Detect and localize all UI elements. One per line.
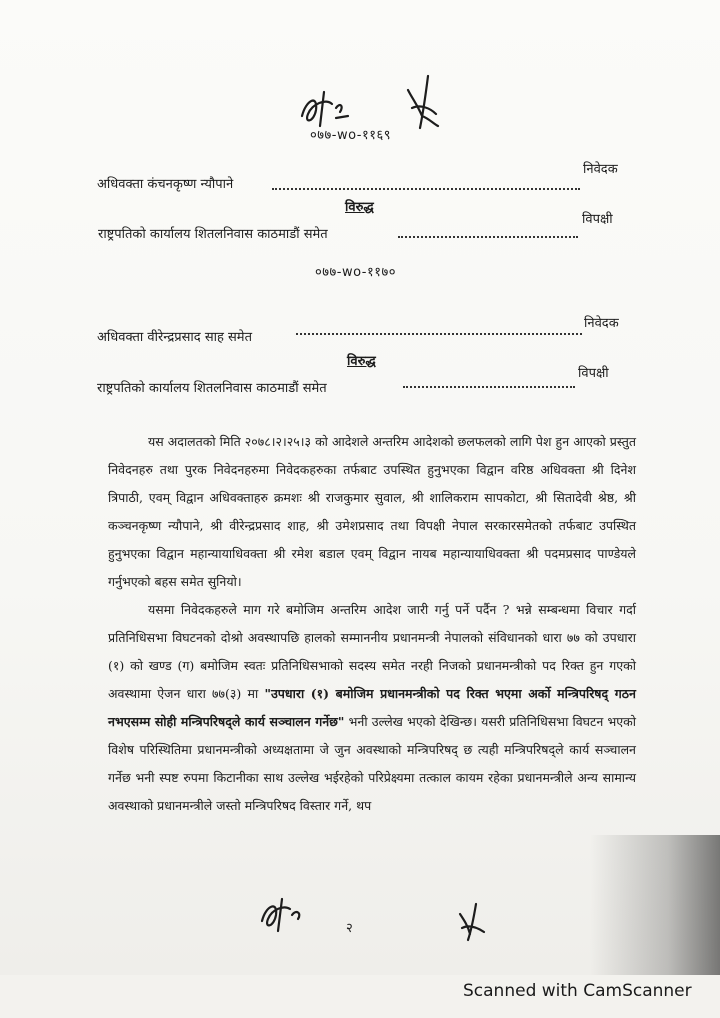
case2-versus: विरुद्ध <box>347 354 376 369</box>
case1-respondent-role: विपक्षी <box>582 212 613 227</box>
paragraph-2-quote: "उपधारा (१) बमोजिम प्रधानमन्त्रीको पद रिक्त भएमा अर्को मन्त्रिपरिषद् गठन नभएसम्म सोही मन्त्रिपरिषद्ले कार्य सञ्चालन गर्नेछ" <box>108 686 636 729</box>
case2-respondent-role: विपक्षी <box>578 366 609 381</box>
case2-petitioner: अधिवक्ता वीरेन्द्रप्रसाद साह समेत <box>97 330 252 345</box>
camscanner-watermark: Scanned with CamScanner <box>463 981 692 1001</box>
dotted-leader <box>398 236 578 238</box>
paragraph-2-intro: यसमा निवेदकहरुले माग गरे बमोजिम अन्तरिम आदेश जारी गर्नु पर्ने पर्दैन ? भन्ने सम्बन्धमा विचार गर्दा प्रतिनिधिसभा विघटनको दोश्रो अवस्थापछि हालको सम्माननीय प्रधानमन्त्री नेपालको संविधानको धारा ७७ को उपधारा (१) को खण्ड (ग) बमोजिम स्वतः प्रतिनिधिसभाको सदस्य समेत नरही निजको प्रधानमन्त्रीको पद रिक्त हुन गएको अवस्थामा ऐजन धारा ७७(३) मा <box>108 602 636 701</box>
case1-versus: विरुद्ध <box>345 200 374 215</box>
handwritten-initials-bottom-left <box>256 895 311 937</box>
case-number-1: ०७७-wo-११६९ <box>310 128 392 143</box>
case2-petitioner-role: निवेदक <box>584 316 619 331</box>
case-number-2: ०७७-wo-११७० <box>315 265 397 280</box>
dotted-leader <box>296 333 582 335</box>
paragraph-1: यस अदालतको मिति २०७८।२।२५।३ को आदेशले अन्तरिम आदेशको छलफलको लागि पेश हुन आएको प्रस्तुत निवेदनहरु तथा पुरक निवेदनहरुमा निवेदकहरुका तर्फबाट उपस्थित हुनुभएका विद्वान वरिष्ठ अधिवक्ता श्री दिनेश त्रिपाठी, एवम् विद्वान अधिवक्ताहरु क्रमशः श्री राजकुमार सुवाल, श्री शालिकराम सापकोटा, श्री सितादेवी श्रेष्ठ, श्री कञ्चनकृष्ण न्यौपाने, श्री वीरेन्द्रप्रसाद शाह, श्री उमेशप्रसाद तथा विपक्षी नेपाल सरकारसमेतको तर्फबाट उपस्थित हुनुभएका विद्वान महान्यायाधिवक्ता श्री रमेश बडाल एवम् विद्वान नायब महान्यायाधिवक्ता श्री पदमप्रसाद पाण्डेयले गर्नुभएको बहस समेत सुनियो। <box>108 434 636 589</box>
case1-respondent: राष्ट्रपतिको कार्यालय शितलनिवास काठमाडौं समेत <box>98 227 328 242</box>
order-body <box>108 428 636 820</box>
paragraph-2-rest: भनी उल्लेख भएको देखिन्छ। यसरी प्रतिनिधिसभा विघटन भएको विशेष परिस्थितिमा प्रधानमन्त्रीको अध्यक्षतामा जे जुन अवस्थाको मन्त्रिपरिषद् छ त्यही मन्त्रिपरिषद्ले कार्य सञ्चालन गर्नेछ भनी स्पष्ट रुपमा किटानीका साथ उल्लेख भईरहेको परिप्रेक्ष्यमा तत्काल कायम रहेका प्रधानमन्त्रीले अन्य सामान्य अवस्थाको प्रधानमन्त्रीले जस्तो मन्त्रिपरिषद विस्तार गर्ने, थप <box>108 714 636 813</box>
case1-petitioner-role: निवेदक <box>583 162 618 177</box>
page-number: २ <box>346 921 353 936</box>
case1-petitioner: अधिवक्ता कंचनकृष्ण न्यौपाने <box>97 177 234 192</box>
scan-shadow <box>590 835 720 975</box>
paragraph-2 <box>108 596 636 820</box>
case2-respondent: राष्ट्रपतिको कार्यालय शितलनिवास काठमाडौं समेत <box>97 381 327 396</box>
handwritten-signature-bottom-right <box>452 900 492 942</box>
handwritten-signature-top-right <box>398 68 448 133</box>
dotted-leader <box>403 386 575 388</box>
dotted-leader <box>272 188 580 190</box>
